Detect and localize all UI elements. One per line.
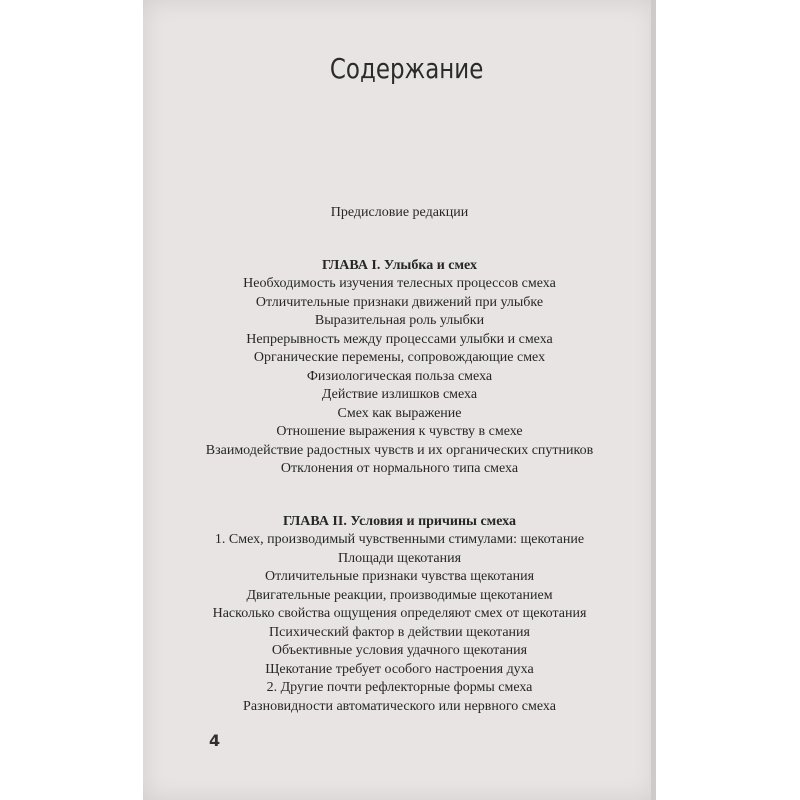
toc-item: Непрерывность между процессами улыбки и смеха — [246, 331, 553, 347]
toc-item: Отношение выражения к чувству в смехе — [276, 424, 523, 439]
toc-item: Разновидности автоматического или нервного смеха — [243, 698, 556, 714]
toc-chapter-2 — [143, 513, 656, 717]
table-of-contents — [143, 204, 656, 716]
toc-item: 2. Другие почти рефлекторные формы смеха — [266, 680, 533, 695]
toc-item: Необходимость изучения телесных процессов смеха — [243, 276, 556, 291]
toc-item: Действие излишков смеха — [321, 387, 478, 402]
toc-item: Двигательные реакции, производимые щекотанием — [246, 587, 553, 603]
toc-item: Органические перемены, сопровождающие смех — [253, 350, 546, 365]
toc-item: Физиологическая польза смеха — [306, 368, 493, 384]
toc-item: Насколько свойства ощущения определяют смех от щекотания — [212, 606, 587, 621]
toc-item: Смех как выражение — [337, 405, 462, 421]
chapter-heading: ГЛАВА II. Условия и причины смеха — [283, 513, 516, 529]
toc-preface: Предисловие редакции — [330, 205, 469, 220]
toc-item: Выразительная роль улыбки — [314, 313, 485, 328]
toc-item: Объективные условия удачного щекотания — [271, 643, 528, 658]
toc-item: Психический фактор в действии щекотания — [269, 624, 530, 640]
section-gap — [143, 479, 656, 513]
toc-item: Отклонения от нормального типа смеха — [280, 461, 519, 476]
chapter-heading: ГЛАВА I. Улыбка и смех — [322, 257, 477, 273]
toc-item: Взаимодействие радостных чувств и их органических спутников — [205, 442, 594, 458]
toc-chapter-1 — [143, 257, 656, 479]
book-page — [143, 0, 656, 800]
page-number: 4 — [209, 731, 221, 750]
toc-item: 1. Смех, производимый чувственными стимулами: щекотание — [214, 532, 585, 547]
toc-item: Отличительные признаки чувства щекотания — [264, 569, 535, 584]
toc-item: Площади щекотания — [337, 550, 462, 566]
toc-item: Щекотание требует особого настроения духа — [265, 661, 534, 677]
page-title: Содержание — [329, 52, 484, 85]
toc-item: Отличительные признаки движений при улыбке — [255, 294, 544, 310]
